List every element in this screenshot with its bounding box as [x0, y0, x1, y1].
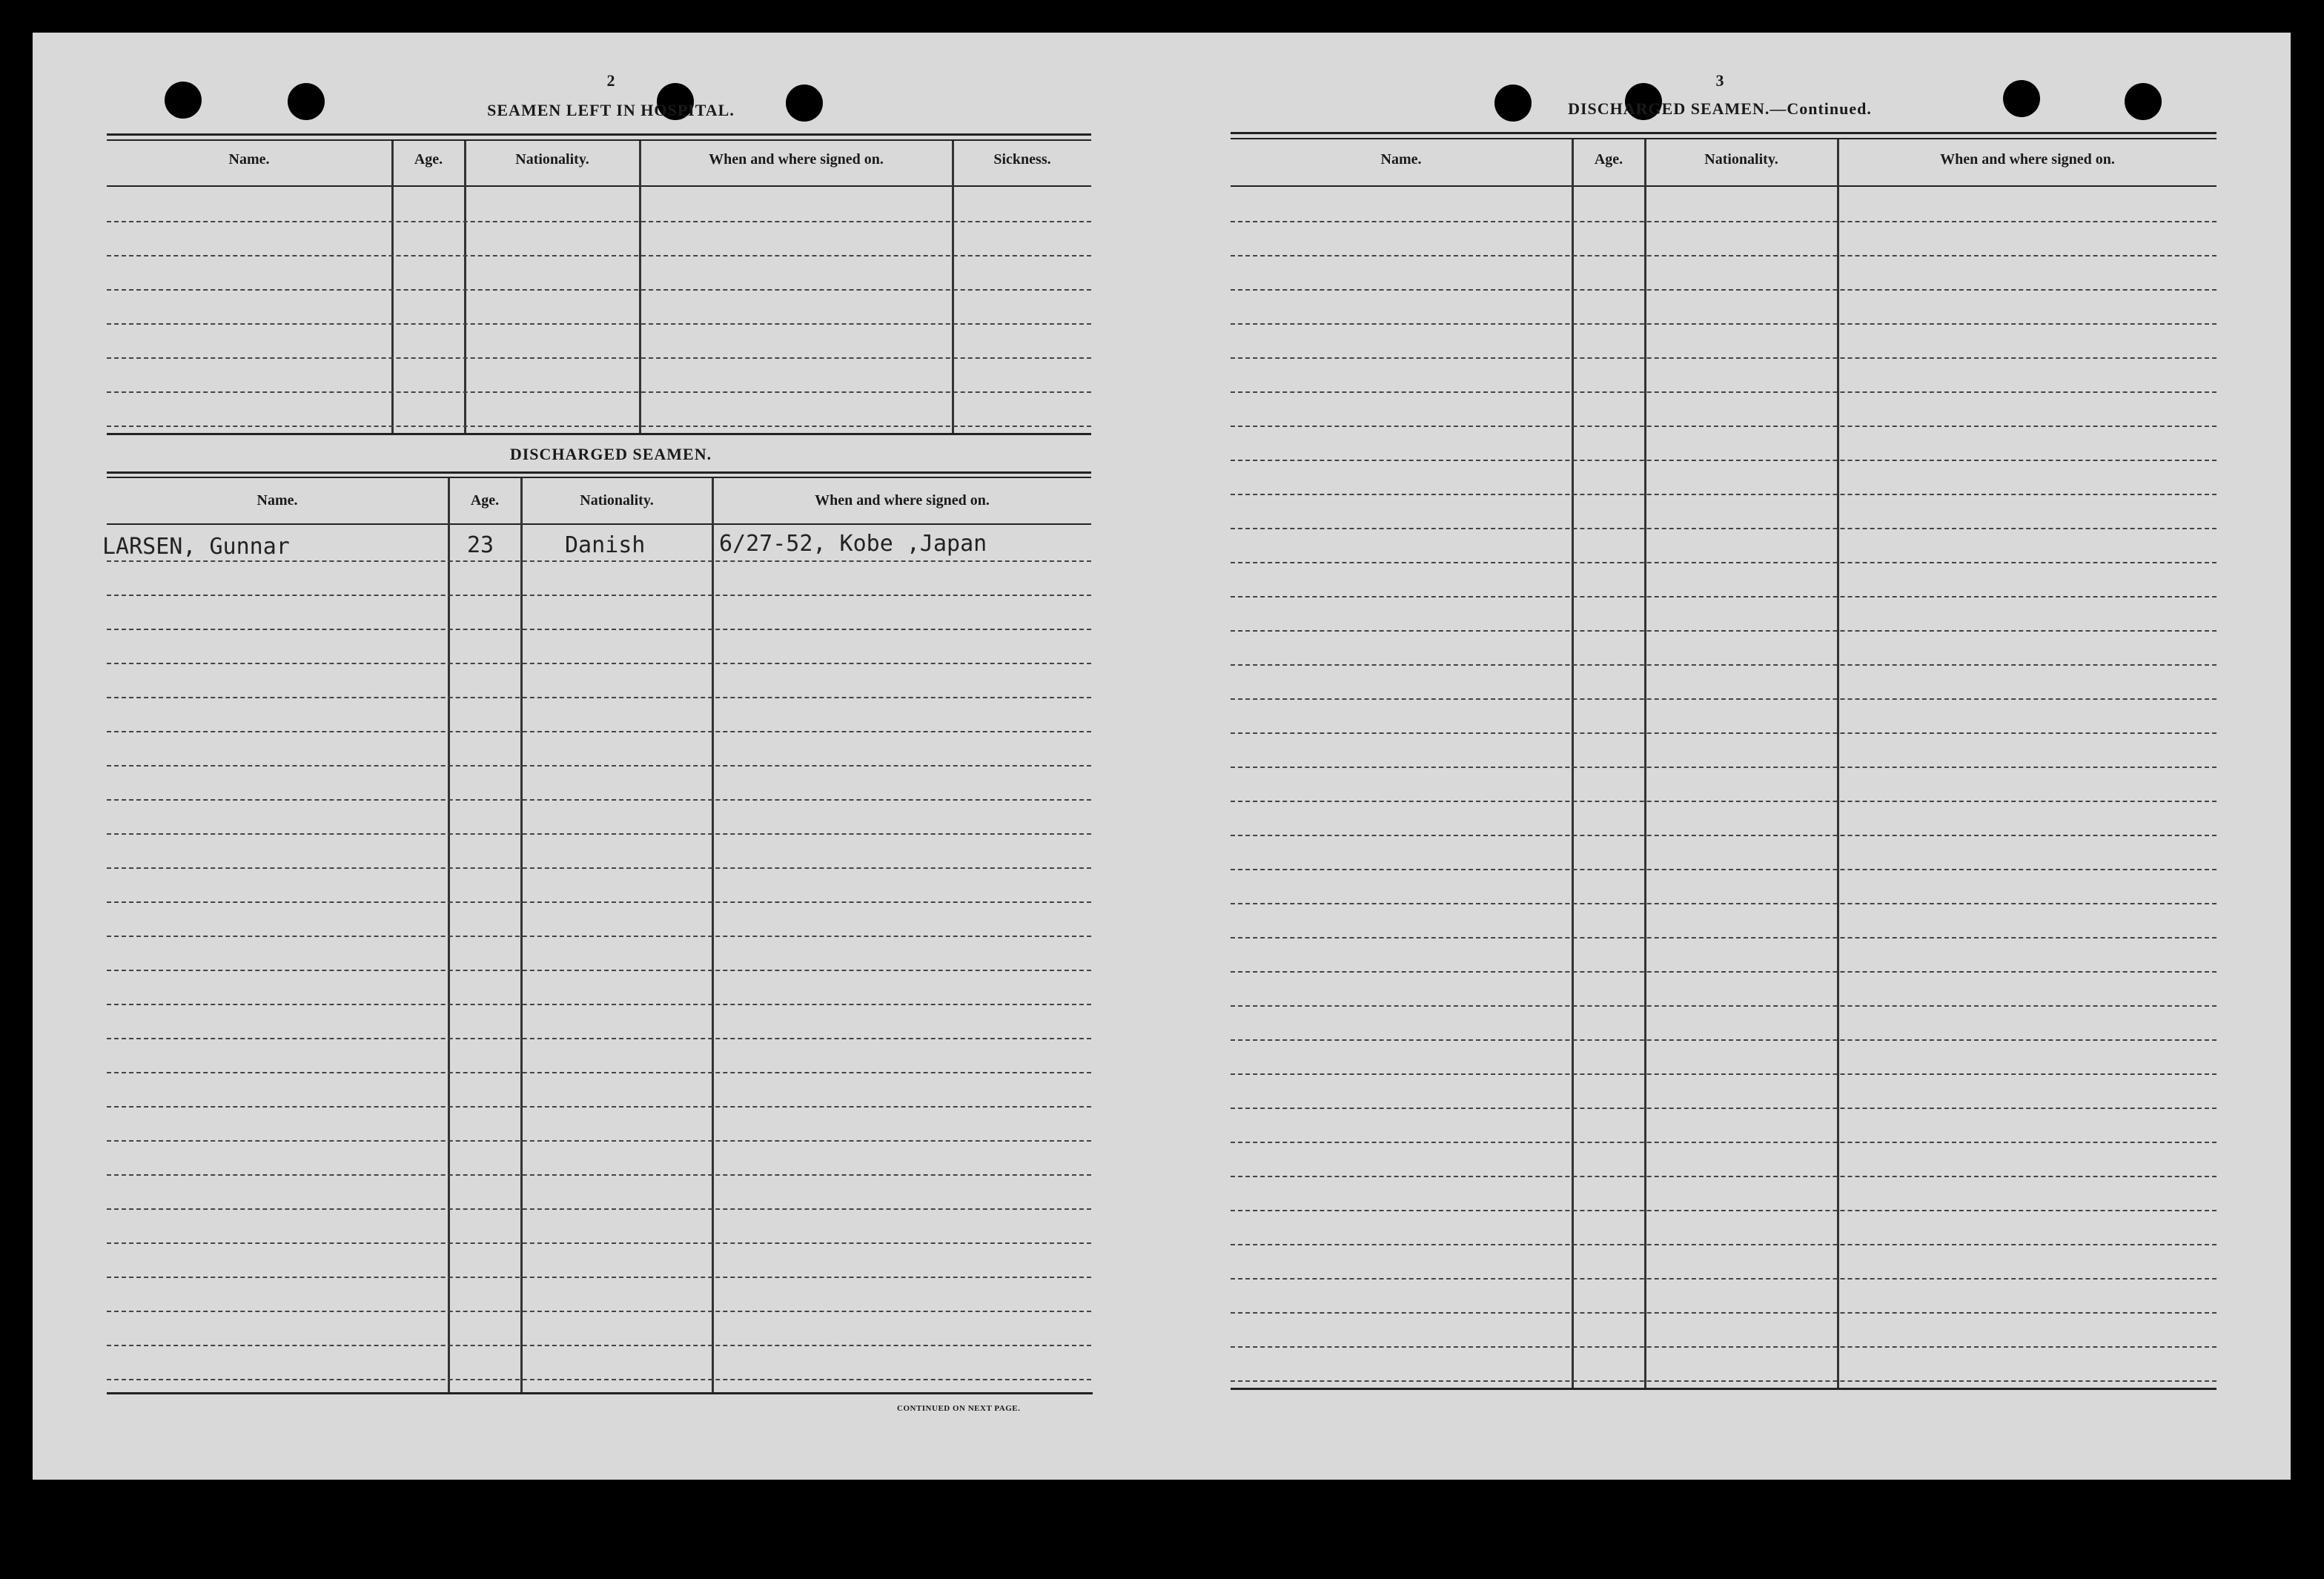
right-section-title: DISCHARGED SEAMEN.—Continued. [1568, 99, 1872, 118]
ruling-line [107, 765, 1091, 767]
rule [1231, 1388, 2217, 1390]
ruling-line [107, 357, 1091, 359]
ruling-line [1231, 869, 2217, 870]
col-header-age: Age. [1594, 151, 1623, 168]
column-divider [639, 141, 641, 433]
col-header-nationality: Nationality. [515, 151, 589, 168]
ruling-line [1231, 801, 2217, 802]
col-header-name: Name. [256, 492, 298, 509]
page-number-right: 3 [1715, 71, 1724, 90]
ruling-line [1231, 596, 2217, 597]
ruling-line [107, 731, 1091, 732]
ruling-line [1231, 460, 2217, 461]
ruling-line [107, 1311, 1091, 1312]
ruling-line [107, 255, 1091, 256]
ruling-line [107, 901, 1091, 903]
ruling-line [107, 936, 1091, 937]
ruling-line [1231, 1005, 2217, 1007]
col-header-age: Age. [470, 492, 500, 509]
ledger-sheet [33, 33, 2291, 1480]
column-divider [1644, 139, 1646, 1389]
rule [1231, 138, 2217, 139]
ruling-line [1231, 391, 2217, 393]
ruling-line [107, 1140, 1091, 1142]
punch-hole [288, 83, 325, 120]
ruling-line [107, 1242, 1091, 1244]
ruling-line [107, 560, 1091, 562]
ruling-line [1231, 835, 2217, 836]
ruling-line [1231, 937, 2217, 939]
ruling-line [1231, 1380, 2217, 1382]
column-divider [952, 141, 954, 433]
column-divider [1572, 139, 1574, 1389]
rule [107, 471, 1091, 474]
ruling-line [1231, 767, 2217, 768]
ruling-line [107, 221, 1091, 222]
discharged-section-title: DISCHARGED SEAMEN. [509, 445, 712, 463]
ruling-line [1231, 1312, 2217, 1314]
punch-hole [2003, 80, 2040, 117]
column-divider [391, 141, 394, 433]
ruling-line [107, 1038, 1091, 1039]
ruling-line [107, 426, 1091, 427]
ruling-line [1231, 323, 2217, 325]
ruling-line [1231, 1073, 2217, 1075]
ruling-line [107, 595, 1091, 596]
ruling-line [1231, 562, 2217, 563]
hospital-section-title: SEAMEN LEFT IN HOSPITAL. [487, 101, 735, 119]
ruling-line [1231, 221, 2217, 222]
ruling-line [107, 1072, 1091, 1073]
ruling-line [1231, 1039, 2217, 1041]
ruling-line [107, 833, 1091, 835]
seaman-name: LARSEN, Gunnar [102, 534, 290, 560]
ruling-line [107, 1174, 1091, 1176]
punch-hole [2125, 83, 2162, 120]
seaman-signed-on: 6/27-52, Kobe ,Japan [719, 531, 987, 557]
ruling-line [1231, 426, 2217, 427]
rule [107, 523, 1091, 525]
ruling-line [1231, 1346, 2217, 1348]
ruling-line [107, 970, 1091, 971]
ruling-line [1231, 698, 2217, 700]
ruling-line [1231, 1210, 2217, 1211]
ruling-line [107, 629, 1091, 630]
seaman-nationality: Danish [565, 532, 646, 558]
ruling-line [107, 697, 1091, 698]
ruling-line [107, 289, 1091, 291]
ruling-line [1231, 289, 2217, 291]
column-divider [464, 141, 466, 433]
ruling-line [107, 1277, 1091, 1278]
col-header-signed-on: When and where signed on. [815, 492, 990, 509]
col-header-signed-on: When and where signed on. [709, 151, 884, 168]
ruling-line [107, 1345, 1091, 1346]
rule [1231, 185, 2217, 187]
ruling-line [107, 799, 1091, 801]
ruling-line [107, 1208, 1091, 1210]
ruling-line [1231, 1244, 2217, 1245]
ruling-line [1231, 528, 2217, 529]
ruling-line [1231, 255, 2217, 256]
ruling-line [1231, 903, 2217, 904]
col-header-signed-on: When and where signed on. [1940, 151, 2115, 168]
ruling-line [1231, 630, 2217, 632]
column-divider [1837, 139, 1839, 1389]
punch-hole [1494, 85, 1532, 122]
ruling-line [107, 1004, 1091, 1005]
col-header-nationality: Nationality. [1704, 151, 1778, 168]
ruling-line [107, 867, 1091, 869]
ruling-line [107, 391, 1091, 393]
rule [107, 433, 1091, 435]
ruling-line [107, 1106, 1091, 1108]
ruling-line [107, 323, 1091, 325]
col-header-name: Name. [228, 151, 270, 168]
rule [107, 477, 1091, 478]
ruling-line [1231, 1142, 2217, 1143]
ruling-line [1231, 971, 2217, 973]
ruling-line [107, 1379, 1091, 1380]
ruling-line [1231, 732, 2217, 734]
ruling-line [107, 663, 1091, 664]
col-header-sickness: Sickness. [993, 151, 1051, 168]
ruling-line [1231, 357, 2217, 359]
continued-note: CONTINUED ON NEXT PAGE. [897, 1404, 1021, 1413]
rule [107, 133, 1091, 136]
col-header-nationality: Nationality. [580, 492, 654, 509]
ruling-line [1231, 664, 2217, 666]
rule [107, 185, 1091, 187]
ruling-line [1231, 1278, 2217, 1280]
rule [107, 139, 1091, 141]
seaman-age: 23 [467, 532, 494, 558]
col-header-name: Name. [1380, 151, 1422, 168]
punch-hole [165, 82, 202, 119]
col-header-age: Age. [414, 151, 443, 168]
ruling-line [1231, 1176, 2217, 1177]
rule [107, 1392, 1093, 1394]
ruling-line [1231, 494, 2217, 495]
ruling-line [1231, 1108, 2217, 1109]
page-number-left: 2 [606, 71, 615, 90]
rule [1231, 132, 2217, 134]
